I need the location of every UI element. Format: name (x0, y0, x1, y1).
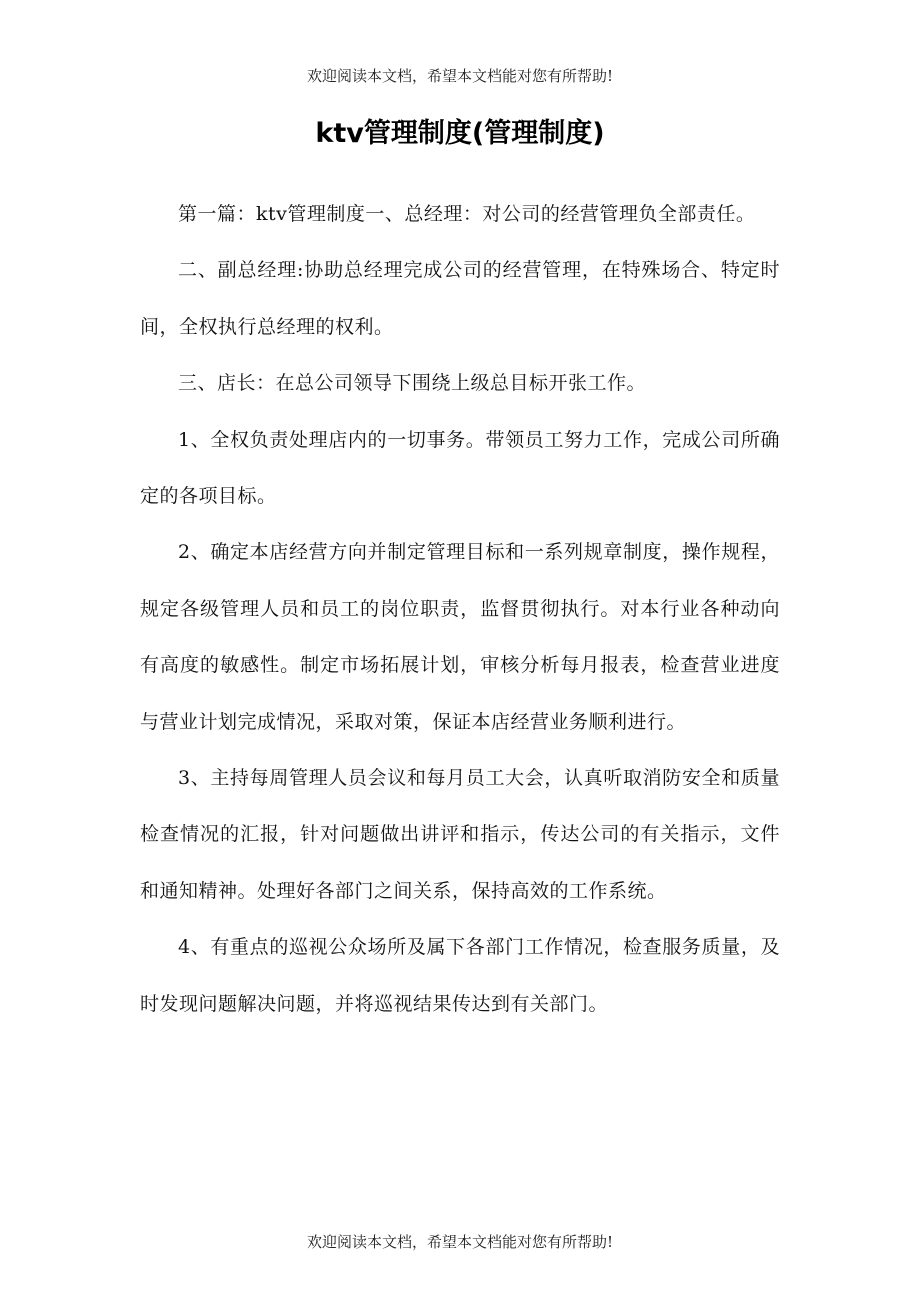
paragraph: 第一篇：ktv管理制度一、总经理：对公司的经营管理负全部责任。 (178, 203, 756, 225)
header-note: 欢迎阅读本文档，希望本文档能对您有所帮助! (306, 67, 614, 85)
footer-note: 欢迎阅读本文档，希望本文档能对您有所帮助! (306, 1233, 614, 1251)
paragraph: 2、确定本店经营方向并制定管理目标和一系列规章制度，操作规程，规定各级管理人员和员工的岗位职责，监督贯彻执行。对本行业各种动向有高度的敏感性。制定市场拓展计划，审核分析每月报表，检查营业进度与营业计划完成情况，采取对策，保证本店经营业务顺利进行。 (140, 541, 780, 733)
paragraph: 二、副总经理:协助总经理完成公司的经营管理，在特殊场合、特定时间，全权执行总经理的权利。 (140, 259, 780, 338)
paragraph: 三、店长：在总公司领导下围绕上级总目标开张工作。 (178, 372, 647, 395)
paragraph: 3、主持每周管理人员会议和每月员工大会，认真听取消防安全和质量检查情况的汇报，针对问题做出讲评和指示，传达公司的有关指示，文件和通知精神。处理好各部门之间关系，保持高效的工作系统。 (140, 767, 780, 902)
paragraph: 1、全权负责处理店内的一切事务。带领员工努力工作，完成公司所确定的各项目标。 (140, 428, 780, 508)
paragraph: 4、有重点的巡视公众场所及属下各部门工作情况，检查服务质量，及时发现问题解决问题，并将巡视结果传达到有关部门。 (140, 936, 780, 1015)
document-title: ktv管理制度(管理制度) (315, 118, 605, 149)
document-body (140, 186, 780, 1032)
